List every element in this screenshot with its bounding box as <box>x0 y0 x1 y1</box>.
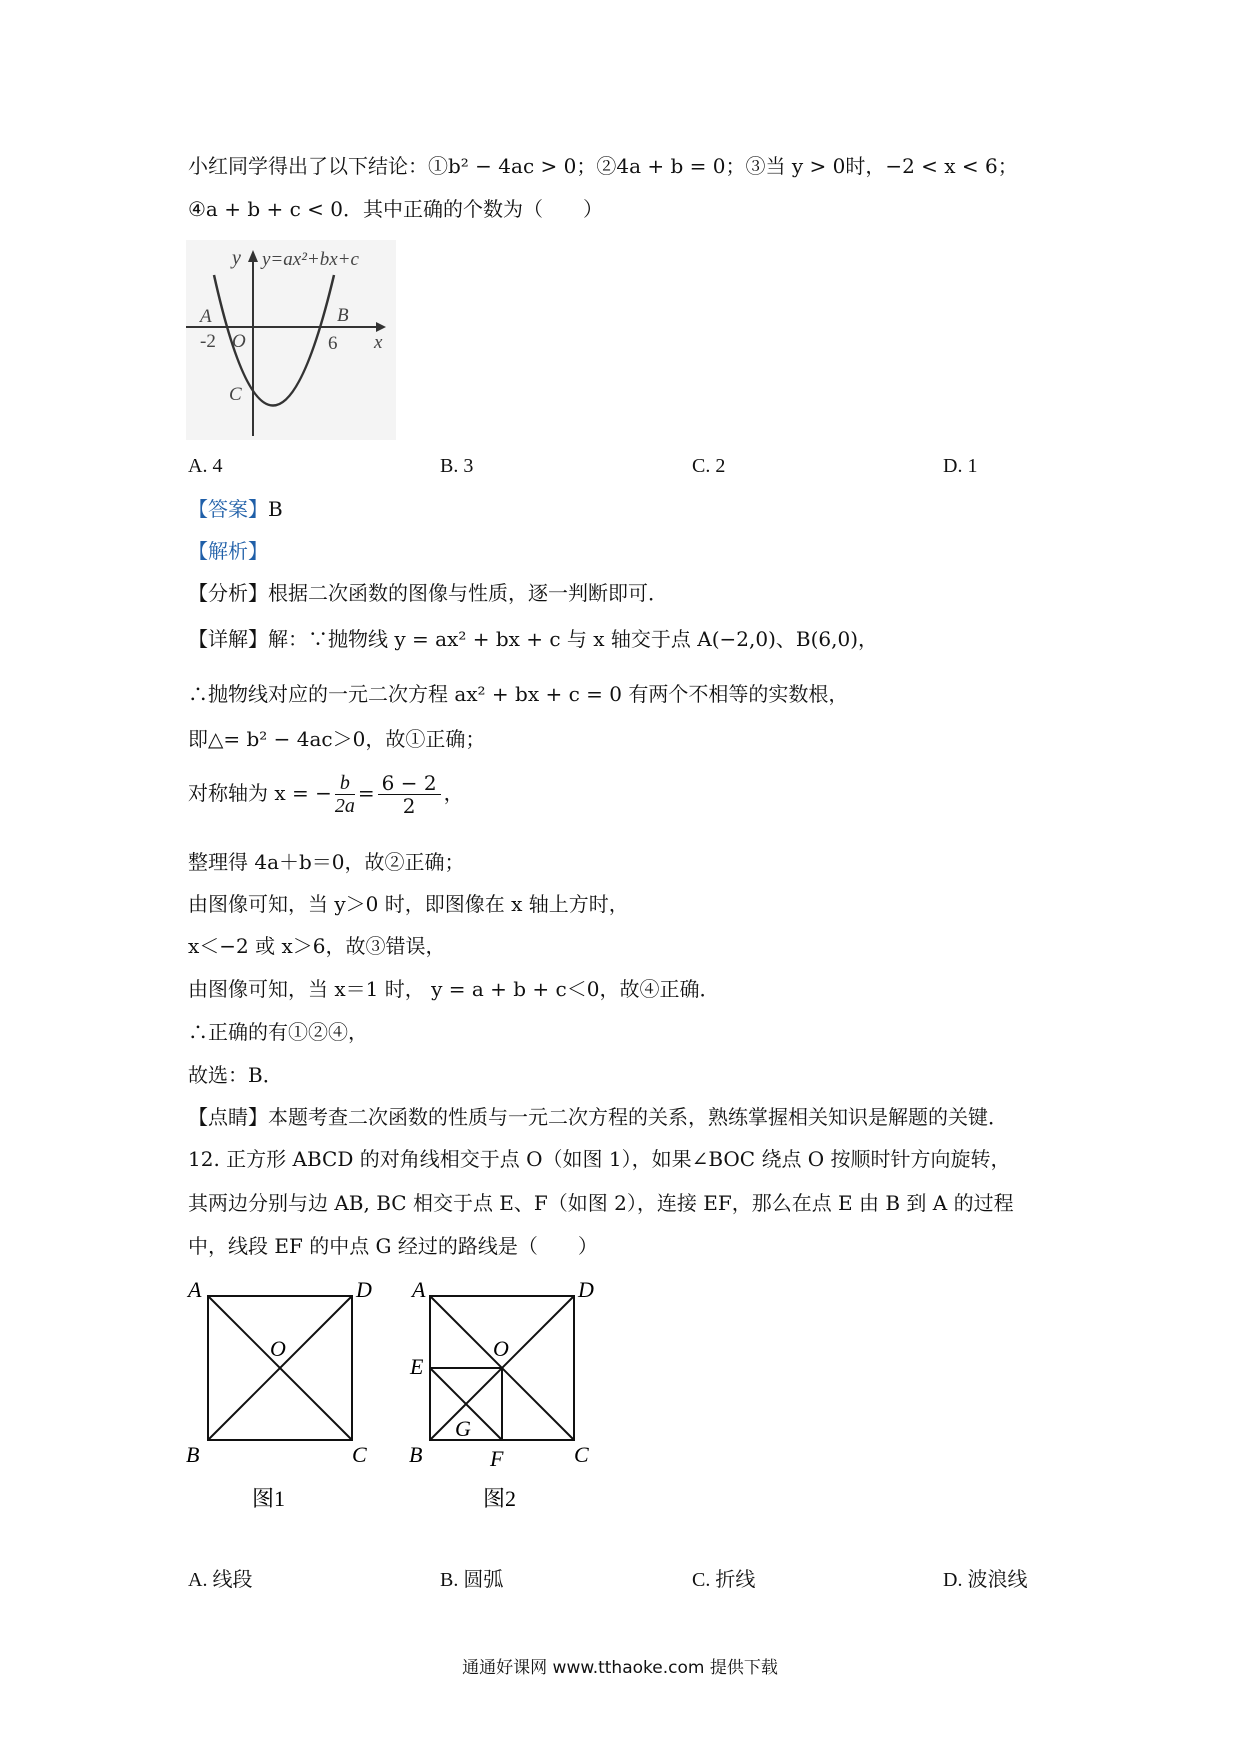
q11-step5: 由图像可知，当 y＞0 时，即图像在 x 轴上方时， <box>188 892 629 916</box>
q11-stem-line1: 小红同学得出了以下结论：①b² − 4ac > 0；②4a + b = 0；③当 y > 0时，−2 < x < 6； <box>188 154 1018 178</box>
fenxi-tag: 【分析】 <box>188 581 268 605</box>
fig2-label-A: A <box>412 1277 426 1302</box>
q12-option-b: B. 圆弧 <box>440 1569 504 1591</box>
frac2-den: 2 <box>402 794 416 818</box>
label-C: C <box>229 384 242 405</box>
q11-step7: 由图像可知，当 x＝1 时， y = a + b + c＜0，故④正确． <box>188 977 720 1001</box>
fig2-label-G: G <box>455 1416 471 1441</box>
q11-step1: ∴抛物线对应的一元二次方程 ax² + bx + c = 0 有两个不相等的实数根， <box>188 682 849 706</box>
tick-minus-2: -2 <box>200 331 216 352</box>
step3-suffix: ， <box>443 781 464 805</box>
label-y: y <box>232 247 241 269</box>
fig2-label-F: F <box>490 1446 504 1471</box>
q11-step4: 整理得 4a＋b＝0，故②正确； <box>188 850 465 874</box>
answer-value: B <box>268 497 283 521</box>
q11-option-c: C. 2 <box>692 455 726 477</box>
answer-tag: 【答案】 <box>188 497 268 521</box>
frac1-den: 2a <box>334 795 355 817</box>
fig1-label-D: D <box>356 1277 372 1302</box>
xiangjie-tag: 【详解】 <box>188 627 268 651</box>
q11-step8: ∴正确的有①②④， <box>188 1020 368 1044</box>
label-A: A <box>200 306 212 327</box>
fig1-label-B: B <box>186 1442 200 1467</box>
fig2-label-O: O <box>493 1336 509 1361</box>
q11-step2: 即△= b² − 4ac＞0，故①正确； <box>188 727 486 751</box>
q11-option-b: B. 3 <box>440 455 474 477</box>
dianjing-tag: 【点睛】 <box>188 1105 268 1129</box>
xiangjie-text: 解：∵抛物线 y = ax² + bx + c 与 x 轴交于点 A(−2,0)、B(6,0)， <box>268 627 879 651</box>
q11-answer-line <box>188 495 283 523</box>
fig2-label-D: D <box>578 1277 594 1302</box>
q12-figures <box>180 1272 620 1512</box>
tick-6: 6 <box>328 333 338 354</box>
q11-stem-line2: ④a + b + c < 0．其中正确的个数为（ ） <box>188 197 603 221</box>
q12-option-a: A. 线段 <box>188 1569 253 1591</box>
analysis-tag: 【解析】 <box>188 539 268 563</box>
frac1-num: b <box>335 772 355 795</box>
q11-xiangjie-line <box>188 625 878 653</box>
fraction-6-2-over-2 <box>378 772 441 817</box>
label-B: B <box>337 305 349 326</box>
fraction-b-over-2a <box>335 772 355 817</box>
q12-line3: 中，线段 EF 的中点 G 经过的路线是（ ） <box>188 1234 598 1258</box>
figure-2 <box>409 1277 594 1511</box>
q11-option-d: D. 1 <box>943 455 978 477</box>
q11-dianjing-line <box>188 1103 1008 1131</box>
fig1-caption: 图1 <box>252 1486 286 1511</box>
label-equation: y=ax²+bx+c <box>262 249 359 270</box>
q11-analysis-heading <box>188 537 268 565</box>
step3-prefix: 对称轴为 x = − <box>188 781 332 805</box>
step3-eq: = <box>357 781 375 805</box>
q12-line1: 12. 正方形 ABCD 的对角线相交于点 O（如图 1），如果∠BOC 绕点 O 按顺时针方向旋转， <box>188 1147 1011 1171</box>
fig1-label-O: O <box>270 1336 286 1361</box>
fig2-label-E: E <box>410 1354 424 1379</box>
dianjing-text: 本题考查二次函数的性质与一元二次方程的关系，熟练掌握相关知识是解题的关键． <box>268 1105 1008 1129</box>
label-O: O <box>232 331 246 352</box>
fenxi-text: 根据二次函数的图像与性质，逐一判断即可． <box>268 581 668 605</box>
q12-option-c: C. 折线 <box>692 1569 756 1591</box>
fig1-label-C: C <box>352 1442 367 1467</box>
q11-option-a: A. 4 <box>188 455 223 477</box>
fig2-caption: 图2 <box>483 1486 517 1511</box>
figure-1 <box>186 1277 372 1511</box>
q11-step3 <box>188 772 464 817</box>
q11-step9: 故选：B． <box>188 1063 283 1087</box>
q11-fenxi-line <box>188 579 668 607</box>
fig2-label-B: B <box>409 1442 423 1467</box>
q11-parabola-graph <box>186 240 396 440</box>
fig1-label-A: A <box>188 1277 202 1302</box>
label-x: x <box>374 332 383 353</box>
q11-step6: x＜−2 或 x＞6，故③错误， <box>188 934 446 958</box>
frac2-num: 6 − 2 <box>378 772 441 795</box>
q12-line2: 其两边分别与边 AB, BC 相交于点 E、F（如图 2），连接 EF，那么在点 E 由 B 到 A 的过程 <box>188 1191 1014 1215</box>
q12-option-d: D. 波浪线 <box>943 1569 1028 1591</box>
page-footer: 通通好课网 www.tthaoke.com 提供下载 <box>462 1658 778 1678</box>
fig2-label-C: C <box>574 1442 589 1467</box>
